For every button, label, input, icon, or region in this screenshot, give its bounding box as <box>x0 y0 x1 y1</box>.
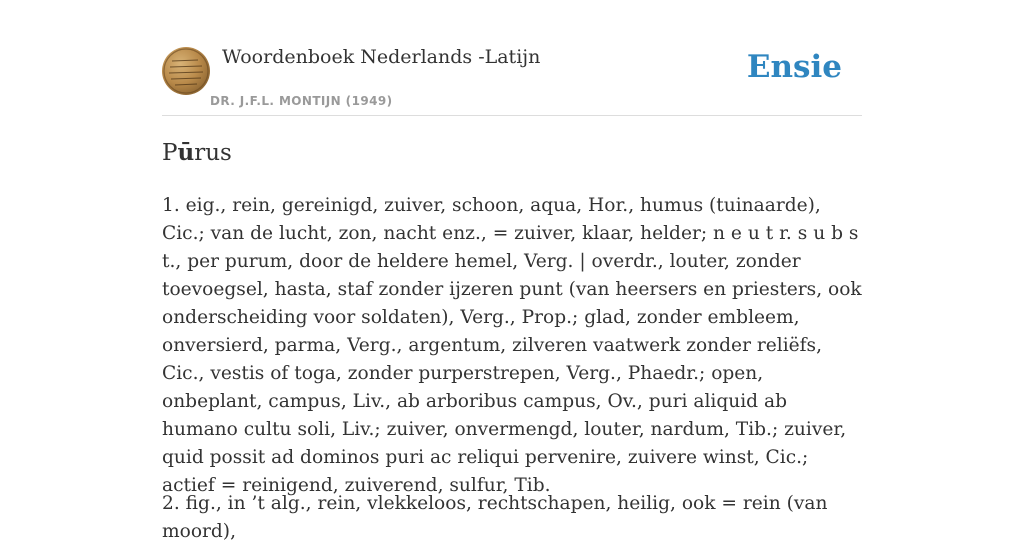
ensie-logo-link[interactable]: Ensie <box>746 49 842 85</box>
headword-part-end: rus <box>194 140 232 166</box>
page-content <box>162 0 862 542</box>
headword-accented-vowel: ū <box>177 139 195 166</box>
source-header <box>162 0 862 116</box>
definition-1: 1. eig., rein, gereinigd, zuiver, schoon, aqua, Hor., humus (tuinaarde), Cic.; van de lucht, zon, nacht enz., = zuiver, klaar, helder; n e u t r. s u b s t., per purum, door de heldere hemel, Verg. | overdr., louter, zonder toevoegsel, hasta, staf zonder ijzeren punt (van heersers en priesters, ook onderscheiding voor soldaten), Verg., Prop.; glad, zonder embleem, onversierd, parma, Verg., argentum, zilveren vaatwerk zonder reliëfs, Cic., vestis of toga, zonder purperstrepen, Verg., Phaedr.; open, onbeplant, campus, Liv., ab arboribus campus, Ov., puri aliquid ab humano cultu soli, Liv.; zuiver, onvermengd, louter, nardum, Tib.; zuiver, quid possit ad dominos puri ac reliqui pervenire, zuivere winst, Cic.; actief = reinigend, zuiverend, sulfur, Tib. <box>162 195 862 496</box>
definition-2: 2. fig., in ’t alg., rein, vlekkeloos, rechtschapen, heilig, ook = rein (van moord), <box>162 493 828 542</box>
seal-coin-logo-icon <box>162 47 210 95</box>
dictionary-title[interactable]: Woordenboek Nederlands -Latijn <box>222 46 541 68</box>
entry-headword <box>162 139 232 166</box>
headword-part-start: P <box>162 140 178 166</box>
dictionary-author: DR. J.F.L. MONTIJN (1949) <box>210 94 393 108</box>
